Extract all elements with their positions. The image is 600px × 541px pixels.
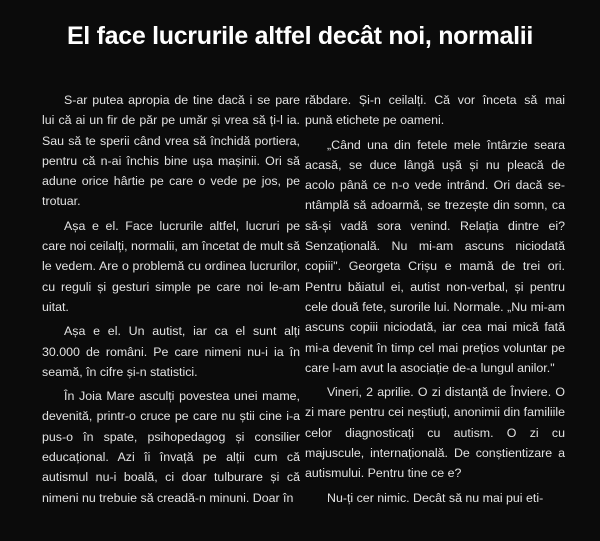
paragraph: „Când una din fetele mele întârzie seara acasă, se duce lângă ușă și nu pleacă de acolo până ce n-o vede intrând. Ori dacă se-ntâmplă să adoarmă, se trezește din somn, ca să-și vadă sora venind. Relația dintre ei? Senzațională. Nu mi-am ascuns niciodată copiii". Georgeta Crișu e mamă de trei ori. Pentru băiatul ei, autist non-verbal, și pentru cele două fete, surorile lui. Normale. „Nu mi-am ascuns copiii niciodată, iar cea mai mică fată mi-a devenit în timp cel mai prețios voluntar pe care l-am avut la asociație de-a lungul anilor." [305,137,565,375]
right-column [305,90,565,512]
paragraph: Vineri, 2 aprilie. O zi distanță de Înviere. O zi mare pentru cei neștiuți, anonimii din familiile celor diagnosticați cu autism. O zi cu majuscule, internațională. De conștientizare a autismului. Pentru tine ce e? [305,385,565,481]
paragraph: În Joia Mare asculți povestea unei mame, devenită, printr-o cruce pe care nu știi cine i-a pus-o în spate, psihopedagog și consilier educațional. Azi îi învață pe alții cum că autismul nu-i boală, ci doar tulburare și că nimeni nu trebuie să creadă-n minuni. Doar în [42,389,300,505]
paragraph: S-ar putea apropia de tine dacă i se pare lui că ai un fir de păr pe umăr și vrea să ți-l ia. Sau să te sperii când vrea să închidă portiera, pentru că n-ai închis bine ușa mașinii. Ori să adune orice hârtie pe care o vede pe jos, pe trotuar. [42,93,300,209]
article-title: El face lucrurile altfel decât noi, normalii [66,22,534,50]
paragraph: Așa e el. Face lucrurile altfel, lucruri pe care noi ceilalți, normalii, am încetat de mult să le vedem. Are o problemă cu ordinea lucrurilor, cu reguli și gesturi simple pe care noi le-am uitat. [42,218,300,314]
left-column [42,90,300,512]
paragraph: răbdare. Și-n ceilalți. Că vor înceta să mai pună etichete pe oameni. [305,93,565,128]
paragraph: Așa e el. Un autist, iar ca el sunt alți 30.000 de români. Pe care nimeni nu-i ia în seamă, în cifre și-n statistici. [42,324,300,379]
paragraph: Nu-ți cer nimic. Decât să nu mai pui eti- [327,490,544,505]
